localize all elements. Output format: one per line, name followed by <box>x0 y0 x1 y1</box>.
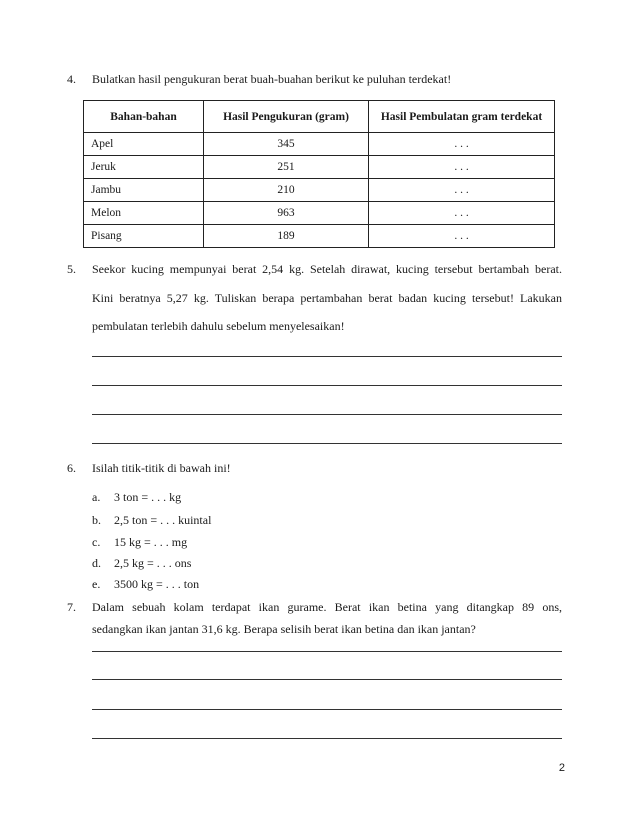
answer-line[interactable] <box>92 414 562 415</box>
cell-item: Apel <box>84 133 204 156</box>
answer-line[interactable] <box>92 738 562 739</box>
cell-item: Melon <box>84 202 204 225</box>
question-text-line-1: Dalam sebuah kolam terdapat ikan gurame. Berat ikan betina yang ditangkap 89 ons, <box>92 600 562 614</box>
cell-measurement: 251 <box>204 156 369 179</box>
weight-table <box>83 100 555 248</box>
table-header-row <box>84 101 555 133</box>
cell-rounding: . . . <box>369 156 555 179</box>
page-number: 2 <box>558 762 565 774</box>
cell-rounding: . . . <box>369 225 555 248</box>
sub-item-text: 2,5 ton = . . . kuintal <box>114 513 212 527</box>
sub-item-letter: c. <box>92 535 101 549</box>
sub-item-text: 2,5 kg = . . . ons <box>114 556 192 570</box>
table-row <box>84 225 555 248</box>
cell-rounding: . . . <box>369 179 555 202</box>
header-ingredients: Bahan-bahan <box>84 101 204 133</box>
question-text: Isilah titik-titik di bawah ini! <box>92 461 231 475</box>
cell-measurement: 210 <box>204 179 369 202</box>
answer-line[interactable] <box>92 443 562 444</box>
question-text-line-2: sedangkan ikan jantan 31,6 kg. Berapa selisih berat ikan betina dan ikan jantan? <box>92 622 476 636</box>
cell-item: Jeruk <box>84 156 204 179</box>
question-number: 7. <box>67 600 76 614</box>
cell-rounding: . . . <box>369 202 555 225</box>
answer-line[interactable] <box>92 651 562 652</box>
question-number: 5. <box>67 262 76 276</box>
sub-item-text: 3500 kg = . . . ton <box>114 577 200 591</box>
answer-line[interactable] <box>92 356 562 357</box>
header-rounding: Hasil Pembulatan gram terdekat <box>369 101 555 133</box>
question-text-line-1: Seekor kucing mempunyai berat 2,54 kg. Setelah dirawat, kucing tersebut bertambah berat. <box>92 262 562 276</box>
answer-line[interactable] <box>92 679 562 680</box>
cell-item: Pisang <box>84 225 204 248</box>
table-row <box>84 156 555 179</box>
question-number: 4. <box>67 72 76 86</box>
cell-measurement: 189 <box>204 225 369 248</box>
question-text-line-2: Kini beratnya 5,27 kg. Tuliskan berapa pertambahan berat badan kucing tersebut! Lakukan <box>92 291 562 305</box>
cell-measurement: 345 <box>204 133 369 156</box>
cell-measurement: 963 <box>204 202 369 225</box>
sub-item-letter: b. <box>92 513 101 527</box>
answer-line[interactable] <box>92 709 562 710</box>
cell-rounding: . . . <box>369 133 555 156</box>
answer-line[interactable] <box>92 385 562 386</box>
table-row <box>84 133 555 156</box>
question-text: Bulatkan hasil pengukuran berat buah-buahan berikut ke puluhan terdekat! <box>92 72 452 86</box>
header-measurement: Hasil Pengukuran (gram) <box>204 101 369 133</box>
sub-item-text: 15 kg = . . . mg <box>114 535 188 549</box>
question-text-line-3: pembulatan terlebih dahulu sebelum menyelesaikan! <box>92 319 345 333</box>
sub-item-letter: a. <box>92 490 101 504</box>
sub-item-letter: e. <box>92 577 101 591</box>
cell-item: Jambu <box>84 179 204 202</box>
sub-item-text: 3 ton = . . . kg <box>114 490 182 504</box>
table-row <box>84 179 555 202</box>
question-number: 6. <box>67 461 76 475</box>
table-row <box>84 202 555 225</box>
sub-item-letter: d. <box>92 556 101 570</box>
